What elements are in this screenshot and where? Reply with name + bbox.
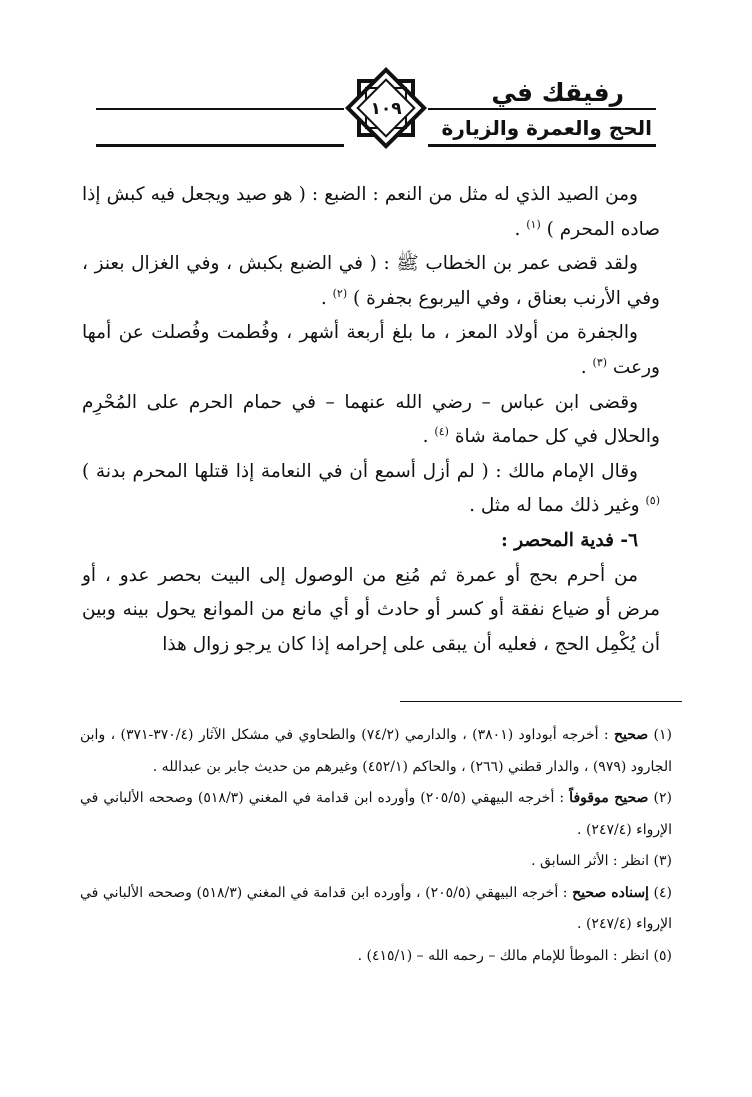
footnote-1: (١) صحيح : أخرجه أبوداود (٣٨٠١) ، والدارمي (٧٤/٢) والطحاوي في مشكل الآثار (٣٧٠/٤-٣٧١) ، وابن الجارود (٩٧٩) ، والدار قطني (٢٦٦) ، والحاكم (٤٥٢/١) وغيرهم من حديث جابر بن عبدالله . bbox=[80, 727, 672, 775]
paragraph-jafra-definition: والجفرة من أولاد المعز ، ما بلغ أربعة أشهر ، وفُطمت وفُصلت عن أمها ورعت $^{(٣)}$ . bbox=[82, 322, 660, 378]
footnote-ref-4: (٤) bbox=[434, 425, 449, 438]
footnote-ref-1: (١) bbox=[526, 217, 541, 231]
paragraph-ibn-abbas: وقضى ابن عباس – رضي الله عنهما – في حمام الحرم على المُحْرِم والحلال في كل حمامة شاة $^{(٤)}$ . bbox=[82, 391, 660, 448]
octagram-icon bbox=[344, 66, 428, 150]
footnote-ref-3: (٣) bbox=[592, 355, 608, 369]
running-header-subtitle: الحج والعمرة والزيارة bbox=[441, 116, 652, 140]
footnotes bbox=[80, 720, 672, 972]
paragraph-hyena: ومن الصيد الذي له مثل من النعم : الضبع : ( هو صيد ويجعل فيه كبش إذا صاده المحرم ) $^{(١)}$ . bbox=[82, 184, 660, 240]
main-text bbox=[82, 178, 660, 662]
page-number-badge bbox=[344, 66, 428, 150]
paragraph-muhsar: من أحرم بحج أو عمرة ثم مُنِع من الوصول إلى البيت بحصر عدو ، أو مرض أو ضياع نفقة أو كسر أو حادث أو أي مانع من الموانع يحول بينه وبين أن يُكْمِل الحج ، فعليه أن يبقى على إحرامه إذا كان يرجو زوال هذا bbox=[82, 564, 660, 655]
paragraph-imam-malik: وقال الإمام مالك : ( لم أزل أسمع أن في النعامة إذا قتلها المحرم بدنة ) $^{(٥)}$ وغير ذلك مما له مثل . bbox=[82, 460, 660, 517]
paragraph-umar-ruling: ولقد قضى عمر بن الخطاب ﷺ : ( في الضبع بكبش ، وفي الغزال بعنز ، وفي الأرنب بعناق ، وفي اليربوع بجفرة ) $^{(٢)}$ . bbox=[82, 253, 660, 309]
footnote-2: (٢) صحيح موقوفاً : أخرجه البيهقي (٢٠٥/٥) وأورده ابن قدامة في المغني (٥١٨/٣) وصححه الألباني في الإرواء (٢٤٧/٤) . bbox=[80, 790, 672, 838]
page-number: ١٠٩ bbox=[370, 99, 402, 119]
footnote-ref-5: (٥) bbox=[645, 494, 660, 508]
footnote-5: (٥) انظر : الموطأ للإمام مالك – رحمه الله – (٤١٥/١) . bbox=[357, 947, 672, 964]
footnote-separator bbox=[400, 701, 682, 702]
footnote-4: (٤) إسناده صحيح : أخرجه البيهقي (٢٠٥/٥) ، وأورده ابن قدامة في المغني (٥١٨/٣) وصححه الألباني في الإرواء (٢٤٧/٤) . bbox=[80, 884, 672, 932]
footnote-ref-2: (٢) bbox=[332, 286, 348, 300]
footnote-3: (٣) انظر : الأثر السابق . bbox=[531, 853, 672, 869]
section-heading: ٦- فدية المحصر : bbox=[500, 529, 638, 551]
running-header-title: رفيقك في bbox=[491, 78, 624, 107]
